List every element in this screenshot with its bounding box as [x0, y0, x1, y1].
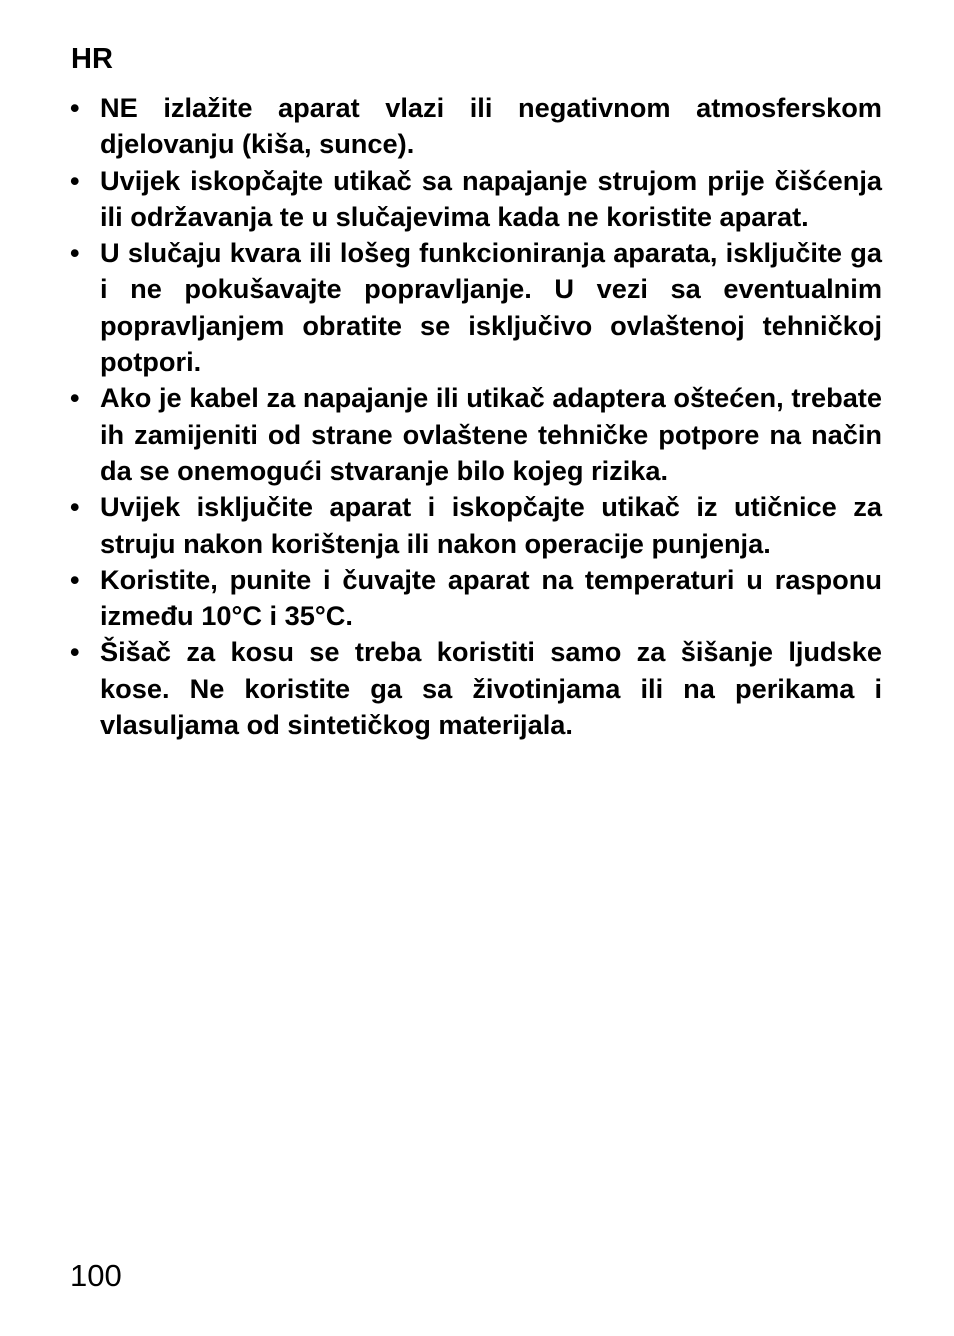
- list-item-text: Koristite, punite i čuvajte aparat na temperaturi u rasponu između 10°C i 35°C.: [100, 563, 882, 632]
- list-item: [70, 90, 882, 163]
- bullet-icon: •: [70, 636, 80, 668]
- list-item: [70, 163, 882, 236]
- safety-instructions-list: [70, 90, 882, 743]
- language-heading: HR: [71, 43, 113, 75]
- bullet-icon: •: [70, 237, 80, 269]
- list-item-text: Ako je kabel za napajanje ili utikač adaptera oštećen, trebate ih zamijeniti od strane ovlaštene tehničke potpore na način da se onemogući stvaranje bilo kojeg rizika.: [100, 382, 882, 486]
- list-item-text: Uvijek iskopčajte utikač sa napajanje strujom prije čišćenja ili održavanja te u slučajevima kada ne koristite aparat.: [100, 164, 882, 232]
- bullet-icon: •: [70, 382, 80, 414]
- list-item: [70, 634, 882, 743]
- list-item: [70, 380, 882, 489]
- list-item-text: Uvijek isključite aparat i iskopčajte utikač iz utičnice za struju nakon korištenja ili nakon operacije punjenja.: [100, 491, 882, 559]
- list-item: [70, 235, 882, 380]
- list-item-text: U slučaju kvara ili lošeg funkcioniranja aparata, isključite ga i ne pokušavajte popravljanje. U vezi sa eventualnim popravljanjem obratite se isključivo ovlaštenoj tehničkoj potpori.: [100, 237, 882, 378]
- page-number: 100: [70, 1258, 122, 1293]
- bullet-icon: •: [70, 563, 80, 595]
- list-item: [70, 489, 882, 562]
- bullet-icon: •: [70, 491, 80, 523]
- list-item-text: NE izlažite aparat vlazi ili negativnom atmosferskom djelovanju (kiša, sunce).: [100, 92, 882, 160]
- list-item-text: Šišač za kosu se treba koristiti samo za šišanje ljudske kose. Ne koristite ga sa životinjama ili na perikama i vlasuljama od sintetičkog materijala.: [100, 636, 882, 741]
- list-item: [70, 562, 882, 635]
- bullet-icon: •: [70, 92, 80, 123]
- bullet-icon: •: [70, 164, 80, 196]
